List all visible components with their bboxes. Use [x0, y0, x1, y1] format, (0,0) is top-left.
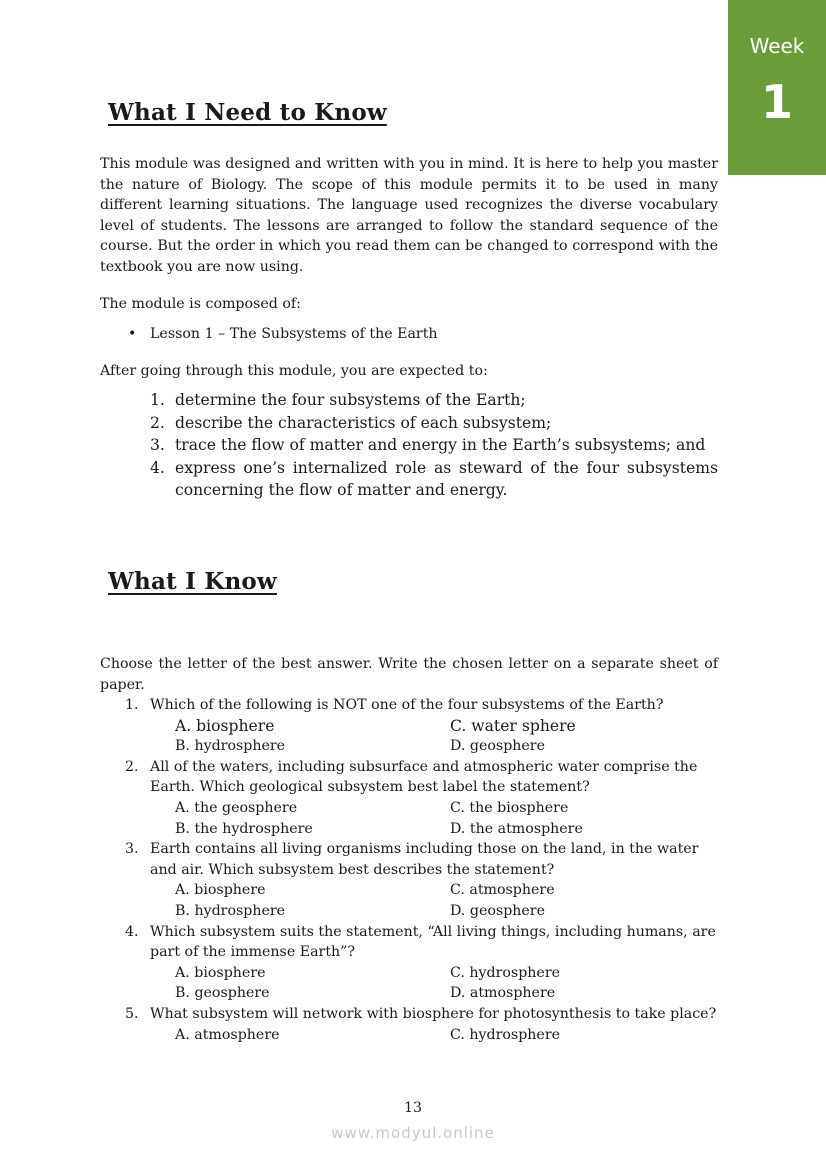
question-text: What subsystem will network with biosphere for photosynthesis to take place? [150, 1005, 717, 1022]
answer-options [100, 880, 718, 921]
objective-text: trace the flow of matter and energy in the Earth’s subsystems; and [175, 436, 706, 455]
question-number: 5. [125, 1005, 139, 1022]
option-c: C. the biosphere [450, 799, 569, 816]
answer-options [100, 716, 718, 757]
quiz-instructions: Choose the letter of the best answer. Write the chosen letter on a separate sheet of paper. [100, 656, 718, 693]
objectives-list [150, 389, 718, 502]
question-item [100, 1004, 718, 1025]
objective-text: express one’s internalized role as steward of the four subsystems concerning the flow of matter and energy. [175, 458, 718, 500]
option-a: A. biosphere [175, 882, 266, 899]
option-b: B. hydrosphere [175, 738, 286, 755]
option-b: B. geosphere [175, 985, 270, 1002]
objective-item [150, 434, 718, 457]
expected-text: After going through this module, you are expected to: [100, 363, 488, 379]
option-d: D. the atmosphere [450, 820, 583, 837]
page-number: 13 [403, 1100, 423, 1116]
option-a: A. atmosphere [175, 1026, 280, 1043]
quiz-questions [100, 695, 718, 1045]
lesson-bullet [128, 324, 438, 344]
question-text: All of the waters, including subsurface and atmospheric water comprise the Earth. Which geological subsystem best label the statement? [150, 758, 698, 796]
objective-text: describe the characteristics of each subsystem; [175, 413, 552, 432]
question-item [100, 695, 718, 716]
option-d: D. atmosphere [450, 985, 556, 1002]
section-heading-what-i-know: What I Know [108, 568, 277, 595]
option-c: C. water sphere [450, 716, 576, 735]
option-c: C. hydrosphere [450, 964, 561, 981]
question-text: Which subsystem suits the statement, “All living things, including humans, are part of the immense Earth”? [150, 923, 716, 961]
week-tab [728, 0, 826, 175]
objective-item [150, 389, 718, 412]
objective-item [150, 457, 718, 502]
option-d: D. geosphere [450, 902, 545, 919]
composed-of-text: The module is composed of: [100, 296, 301, 312]
question-number: 2. [125, 758, 139, 775]
objective-number: 3. [150, 436, 165, 455]
intro-paragraph: This module was designed and written with you in mind. It is here to help you master the nature of Biology. The scope of this module permits it to be used in many different learning situations. The language used recognizes the diverse vocabulary level of students. The lessons are arranged to follow the standard sequence of the course. But the order in which you read them can be changed to correspond with the textbook you are now using. [100, 156, 718, 275]
objective-number: 4. [150, 458, 165, 477]
week-label: Week [749, 34, 805, 58]
objective-number: 1. [150, 391, 165, 409]
option-d: D. geosphere [450, 738, 545, 755]
question-item [100, 757, 718, 798]
option-c: C. hydrosphere [450, 1026, 561, 1043]
question-text: Which of the following is NOT one of the four subsystems of the Earth? [150, 697, 664, 713]
watermark: www.modyul.online [331, 1124, 495, 1142]
option-a: A. biosphere [175, 964, 266, 981]
week-number: 1 [760, 75, 793, 129]
question-item [100, 922, 718, 963]
answer-options [100, 963, 718, 1004]
question-item [100, 839, 718, 880]
option-a: A. biosphere [175, 716, 275, 735]
option-b: B. the hydrosphere [175, 820, 313, 837]
question-number: 4. [125, 923, 139, 940]
option-c: C. atmosphere [450, 882, 555, 899]
objective-item [150, 412, 718, 435]
question-text: Earth contains all living organisms including those on the land, in the water and air. Which subsystem best describes the statement? [150, 841, 699, 878]
question-number: 3. [125, 841, 139, 858]
lesson-bullet-text: Lesson 1 – The Subsystems of the Earth [150, 326, 438, 342]
objective-text: determine the four subsystems of the Earth; [175, 391, 526, 409]
answer-options [100, 1025, 718, 1046]
option-a: A. the geosphere [175, 799, 298, 816]
section-heading-need-to-know: What I Need to Know [108, 99, 387, 126]
question-number: 1. [125, 697, 139, 713]
answer-options [100, 798, 718, 839]
bullet-dot-icon: • [128, 326, 137, 342]
objective-number: 2. [150, 413, 165, 432]
option-b: B. hydrosphere [175, 902, 286, 919]
